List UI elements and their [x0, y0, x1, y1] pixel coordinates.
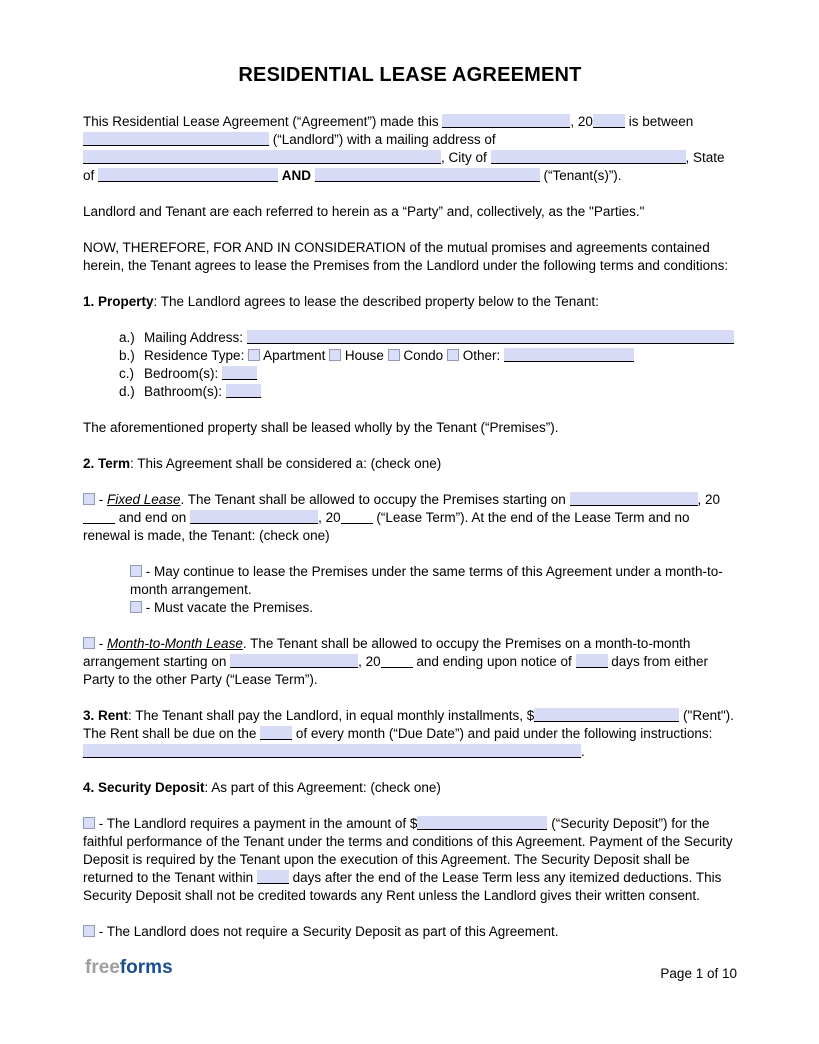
- text-run: , 20: [697, 492, 721, 507]
- vacate-premises-checkbox[interactable]: [130, 601, 142, 613]
- page-title: RESIDENTIAL LEASE AGREEMENT: [238, 64, 582, 86]
- bedrooms-field[interactable]: [222, 366, 257, 380]
- text-run: : The Tenant shall pay the Landlord, in equal monthly installments, $: [128, 708, 535, 723]
- list-item-label: b.): [119, 348, 135, 363]
- deposit-amount-field[interactable]: [417, 816, 547, 830]
- text-run: House: [341, 348, 388, 363]
- text-run: Bathroom(s):: [144, 384, 226, 399]
- tenant-name-field[interactable]: [315, 168, 540, 182]
- rent-paragraph: [83, 707, 737, 761]
- section-number-title: 2. Term: [83, 456, 131, 471]
- text-run: : As part of this Agreement: (check one): [204, 780, 441, 795]
- bedrooms-row: [119, 365, 737, 383]
- mailing-address-row: [119, 329, 737, 347]
- text-run: Bedroom(s):: [144, 366, 223, 381]
- deposit-required-paragraph: [83, 815, 737, 905]
- month-to-month-label: Month-to-Month Lease: [107, 636, 243, 651]
- text-run: , 20: [570, 114, 593, 129]
- text-run: - The Landlord does not require a Security Deposit as part of this Agreement.: [95, 924, 559, 939]
- rent-amount-field[interactable]: [534, 708, 679, 722]
- property-detail-list: [83, 329, 737, 401]
- term-section-heading: [83, 455, 737, 473]
- intro-paragraph: [83, 113, 737, 185]
- monthly-start-year-field[interactable]: [381, 654, 413, 668]
- residence-type-row: [119, 347, 737, 365]
- text-run: This Residential Lease Agreement (“Agreement”) made this: [83, 114, 443, 129]
- lease-start-date-field[interactable]: [570, 492, 698, 506]
- text-run: Other:: [458, 348, 504, 363]
- text-run: .: [581, 744, 585, 759]
- bathrooms-row: [119, 383, 737, 401]
- lease-end-date-field[interactable]: [190, 510, 318, 524]
- text-run: (“Tenant(s)”).: [539, 168, 622, 183]
- text-run: is between: [624, 114, 697, 129]
- payment-instructions-field[interactable]: [83, 744, 581, 758]
- page-number: Page 1 of 10: [660, 966, 737, 981]
- text-run: , City of: [441, 150, 491, 165]
- property-mailing-address-field[interactable]: [247, 330, 734, 344]
- text-run: and end on: [115, 510, 191, 525]
- parties-paragraph: [83, 203, 737, 221]
- deposit-not-required-paragraph: [83, 923, 737, 941]
- consideration-paragraph: [83, 239, 737, 275]
- freeforms-logo: [85, 956, 173, 980]
- list-item-label: c.): [119, 366, 134, 381]
- list-item-label: d.): [119, 384, 135, 399]
- text-run: (“Lease Term”). At the end of the Lease Term and no renewal is made, the Tenant: (check one): [83, 510, 694, 543]
- no-deposit-checkbox[interactable]: [83, 925, 95, 937]
- text-run: : The Landlord agrees to lease the described property below to the Tenant:: [153, 294, 599, 309]
- city-field[interactable]: [491, 150, 686, 164]
- continue-lease-checkbox[interactable]: [130, 565, 142, 577]
- page-footer: [85, 956, 737, 983]
- condo-checkbox[interactable]: [388, 349, 400, 361]
- bathrooms-field[interactable]: [226, 384, 261, 398]
- section-number-title: 1. Property: [83, 294, 154, 309]
- text-run: - May continue to lease the Premises under the same terms of this Agreement under a month-to-month arrangement.: [130, 564, 723, 597]
- agreement-day-field[interactable]: [442, 114, 570, 128]
- property-section-heading: [83, 293, 737, 311]
- text-run: -: [95, 636, 107, 651]
- text-run: (“Security Deposit”) for the faithful performance of the Tenant under the terms and conditions of this Agreement. Payment of the Security Deposit is required by the Tenant upon the execution of this Agreement. The Security Deposit shall be returned to the Tenant within: [83, 816, 737, 885]
- other-residence-field[interactable]: [504, 348, 634, 362]
- state-field[interactable]: [98, 168, 278, 182]
- landlord-address-field[interactable]: [83, 150, 441, 164]
- text-run: of every month (“Due Date”) and paid under the following instructions:: [292, 726, 717, 741]
- list-item-label: a.): [119, 330, 135, 345]
- house-checkbox[interactable]: [329, 349, 341, 361]
- text-run: Condo: [399, 348, 447, 363]
- text-run: . The Tenant shall be allowed to occupy the Premises starting on: [180, 492, 570, 507]
- text-run: and ending upon notice of: [412, 654, 576, 669]
- fixed-lease-checkbox[interactable]: [83, 493, 95, 505]
- fixed-lease-paragraph: [83, 491, 737, 545]
- lease-end-year-field[interactable]: [341, 510, 373, 524]
- text-run: . The Tenant shall be allowed to occupy the Premises on a month-to-month arrangement starting on: [83, 636, 695, 669]
- text-run: - Must vacate the Premises.: [142, 600, 314, 615]
- text-run: , State of: [83, 150, 729, 183]
- text-run: -: [95, 492, 107, 507]
- text-run: , 20: [358, 654, 381, 669]
- text-run: , 20: [318, 510, 341, 525]
- logo-forms-text: forms: [119, 957, 173, 978]
- text-run: : This Agreement shall be considered a: (check one): [130, 456, 442, 471]
- other-residence-checkbox[interactable]: [447, 349, 459, 361]
- renewal-option-continue: [130, 563, 737, 599]
- text-run: The aforementioned property shall be leased wholly by the Tenant (“Premises”).: [83, 420, 559, 435]
- section-number-title: 3. Rent: [83, 708, 129, 723]
- text-run: Apartment: [260, 348, 330, 363]
- text-run: - The Landlord requires a payment in the amount of $: [95, 816, 418, 831]
- text-run: days from either Party to the other Party (“Lease Term”).: [83, 654, 712, 687]
- text-run: days after the end of the Lease Term less any itemized deductions. This Security Deposit shall not be credited towards any Rent unless the Landlord gives their written consent.: [83, 870, 726, 903]
- month-to-month-checkbox[interactable]: [83, 637, 95, 649]
- landlord-name-field[interactable]: [83, 132, 269, 146]
- document-content: [83, 0, 737, 959]
- and-conjunction: AND: [281, 168, 312, 183]
- premises-paragraph: [83, 419, 737, 437]
- text-run: (“Landlord”) with a mailing address of: [269, 132, 500, 147]
- text-run: Landlord and Tenant are each referred to herein as a “Party” and, collectively, as the "Parties.": [83, 204, 645, 219]
- deposit-return-days-field[interactable]: [257, 870, 289, 884]
- text-run: ("Rent"). The Rent shall be due on the: [83, 708, 738, 741]
- fixed-lease-label: Fixed Lease: [107, 492, 181, 507]
- notice-days-field[interactable]: [576, 654, 608, 668]
- agreement-year-field[interactable]: [593, 114, 625, 128]
- logo-free-text: free: [85, 957, 120, 978]
- text-run: Residence Type:: [144, 348, 249, 363]
- text-run: NOW, THEREFORE, FOR AND IN CONSIDERATION of the mutual promises and agreements contained herein, the Tenant agrees to lease the Premises from the Landlord under the following terms and conditions:: [83, 240, 729, 273]
- text-run: Mailing Address:: [144, 330, 247, 345]
- deposit-required-checkbox[interactable]: [83, 817, 95, 829]
- monthly-start-date-field[interactable]: [230, 654, 358, 668]
- apartment-checkbox[interactable]: [248, 349, 260, 361]
- lease-start-year-field[interactable]: [83, 510, 115, 524]
- deposit-section-heading: [83, 779, 737, 797]
- rent-due-day-field[interactable]: [260, 726, 292, 740]
- month-to-month-paragraph: [83, 635, 737, 689]
- section-number-title: 4. Security Deposit: [83, 780, 205, 795]
- renewal-option-vacate: [130, 599, 737, 617]
